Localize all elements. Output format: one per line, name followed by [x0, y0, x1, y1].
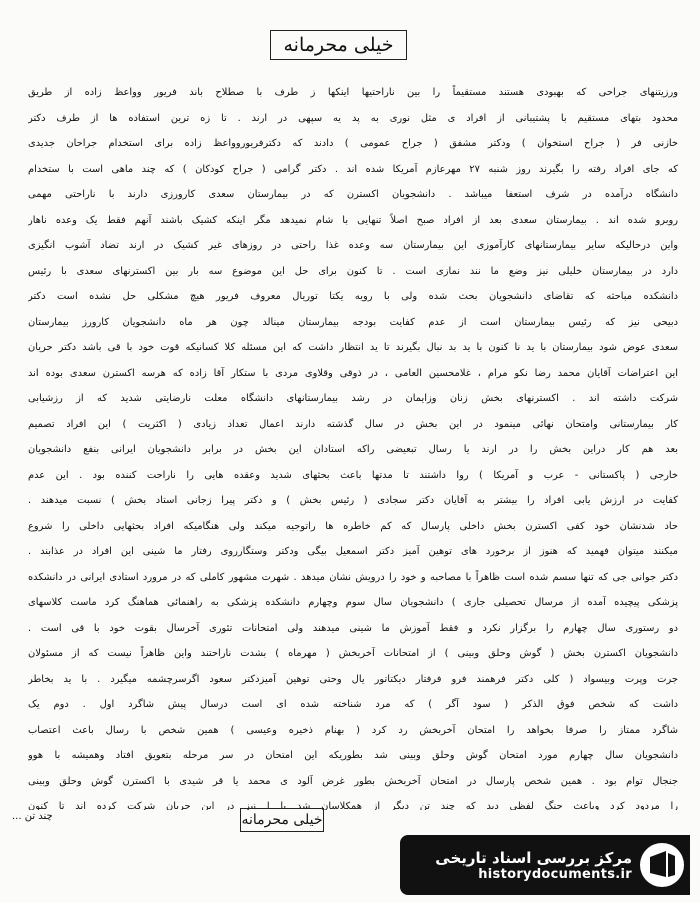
text-line: سعدی عوض شود بیمارستان با ید نا کنون با ید بد نبال بگیرند تا ید انتظار داشت که این مسئله کلا کسانیکه قوت خود با قی باشد دکتر حریان [28, 342, 678, 353]
text-line: شرکت داشته اند . اکسترنهای بخش زنان وزایمان در رشد بیمارستانهای دانشگاه معلت نارضایتی شدید که از رزشیابی [28, 393, 678, 404]
text-line: بعد هم کار دراین بخش را در ارند یا رسال تبعیضی راکه استادان این بخش در برابر دانشجویان ایرانی بنفع دانشجویان [28, 444, 678, 455]
text-line: ورزیتنهای جراحی که بهبودی هستند مستقیماً را بین ناراحتیها اینکها ز طرف با صطلاح باند فریور وواعظ زاده از طریق [28, 87, 678, 98]
text-line: روبرو شده اند . بیمارستان سعدی بعد از افراد صبح اصلاً تنهایی با شام نمیدهد مگر اینکه کشیک باشند آنهم فقط یک وعده ناهار [28, 214, 678, 226]
text-line: خازنی فر ( جراح استخوان ) ودکتر مشفق ( جراح عمومی ) دادند که دکترفریوروواعظ زاده برای استخدام جراحان جدیدی [28, 138, 678, 149]
text-line: دانشکده مباحثه که تقاضای دانشجویان بحث شده ولی با رویه یکتا توریال معروف فریور هیچ مشکلی حل نشده است دکتر [28, 291, 678, 302]
text-line: پزشکی پیچیده آمده از مرسال تحصیلی جاری ) دانشجویان سال سوم وچهارم دانشکده پزشکی به راهنمائی هماهنگ کرد ماست کلاسهای [28, 597, 678, 608]
text-line: دکتر جوانی جی که تنها سسم شده است ظاهراً با مصاحبه و خود را درویش نشان میدهد . شهرت مشهور کاملی که در مرورد استادی ایرانی در دانشکده [28, 571, 678, 583]
stamp-text: خیلی محرمانه [283, 34, 394, 56]
text-line: میکنند میتوان فهمید که هنوز از برخورد های توهین آمیز دکتر اسمعیل بیگی ودکتر وستگارروی رفتار ما شینی این افراد در عذابند . [28, 546, 678, 557]
text-line: جرت وپرت وبیسواد ( کلی دکتر فرهمند فرو فرفتار دیکتاتور یال وحتی توهین آمیزدکتر سعود اگرسرچشمه میگیرد . با ید بخاطر [28, 673, 678, 685]
text-line: کار بیمارستانی وامتحان نهائی مینمود در این بخش در سال گذشته دارند اعمال تعداد زیادی ( اکثریت ) این افراد تصمیم [28, 418, 678, 430]
document-body [28, 80, 678, 810]
text-line: که جای افراد رفته را بگیرند روز شنبه ۲۷ مهرعازم آمریکا شده اند . دکتر گرامی ( جراح کودکان ) که چند ماهی است با ستخدام [28, 163, 678, 175]
continuation-note: چند تن ... [12, 811, 53, 822]
text-line: دانشگاه درآمده در شرف استعفا میباشد . دانشجویان اکسترن که در بیمارستان سعدی کارورزی دارند با ناراحتی مهمی [28, 189, 678, 200]
text-line: محدود بتهای مستقیم با پشتیبانی از افراد ی مثل نوری به پد یه سپهی در ارند . تا زه ترین استفاده ها از طرف دکتر [28, 112, 678, 124]
text-line: دبیحی نیز که رئیس بیمارستان است از عدم کفایت بودجه بیمارستان مینالد چون هر ماه دانشجویان کارورز بیمارستان [28, 316, 678, 328]
classification-stamp-top [270, 30, 407, 60]
text-line: را مردود کرد وباعث جنگ لفظی دید که چند تن دیگر از همکلاسان شد یا ا نیز در این جریان شرکت کرده اند تا کنون [28, 801, 678, 810]
text-line: جنجال توام بود . همین شخص پارسال در امتحان آخربخش بطور غرض آلود ی محمد یا قر شیدی با اکسترن گوش وحلق وبینی [28, 775, 678, 787]
text-line: دانشجویان اکسترن بخش ( گوش وحلق وبینی ) از امتحانات آخربخش ( مهرماه ) بشدت ناراحتند واین ظاهراً نیست که از مسئولان [28, 648, 678, 659]
classification-stamp-bottom [240, 808, 324, 832]
stamp-text-bottom: خیلی محرمانه [241, 812, 323, 828]
text-line: داشت که شخص فوق الذکر ( سود آگر ) که مرد شناخته شده ای است درسال پیش شاگرد اول . دوم یک [28, 699, 678, 710]
watermark-url: historydocuments.ir [478, 866, 632, 882]
text-line: دانشجویان سال چهارم مورد امتحان گوش وحلق وبینی شد بطوریکه این امتحان در سر مرحله بتعویق افتاد وهمیشه با هوو [28, 750, 678, 761]
text-line: دو رستوری سال چهارم را برگزار نکرد و فقط آموزش ما شینی میدهند ولی امتحانات تئوری آخرسال بقوت خود با قی است . [28, 622, 678, 634]
text-line: کفایت در ارزش یابی افراد را بیشتر به آقایان دکتر سجادی ( رئیس بخش ) و دکتر پیرا زجانی استاد بخش ) نسبت میدهند . [28, 495, 678, 506]
text-line: شاگرد ممتاز را صرفا بخواهد را امتحان آخربخش رد کرد ( بهنام ذخیره وعیسی ) همین شخص با رسال باعث اعتصاب [28, 724, 678, 736]
text-line: حاد شدنشان خود کفی اکسترن بخش داخلی پارسال که کم خاطره ها راتوجیه میکند ولی هنگامیکه افراد بحثهایی داخلی را شروع [28, 520, 678, 532]
text-line: دارد در بیمارستان خلیلی نیز وضع ما نند نمازی است . تا کنون برای حل این موضوع سه بار بین اکسترنهای سعدی با رئیس [28, 265, 678, 277]
text-line: این اعتراضات آقایان محمد رضا نکو مرام ، غلامحسین العامی ، در ذوقی وقلاوی مردی با ستکار آقا زاده که هرسه اکسترن سعدی بوده اند [28, 367, 678, 379]
archive-watermark [400, 835, 690, 895]
text-line: واین درحالیکه سایر بیمارستانهای کارآموزی این بیمارستان سه وعده غذا راحتی در روزهای غیر کشیک در ارند تضاد آشوب انگیزی [28, 240, 678, 251]
archive-logo-icon [640, 843, 684, 887]
text-line: خارجی ( پاکستانی - عرب و آمریکا ) روا داشتند تا مدتها باعث بحثهای شدید وعقده هایی را ناراحت کننده بود . این عدم [28, 469, 678, 481]
watermark-title: مرکز بررسی اسناد تاریخی [435, 848, 632, 867]
